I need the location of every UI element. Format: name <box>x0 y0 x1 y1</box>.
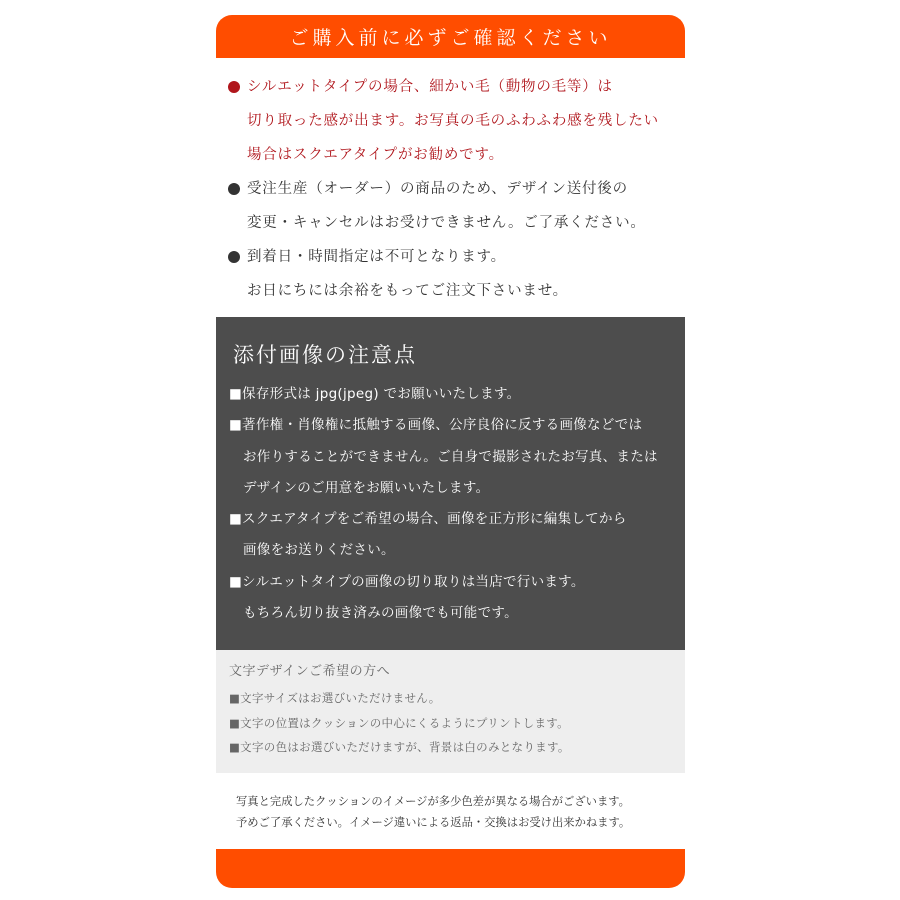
notice-line: 到着日・時間指定は不可となります。 <box>247 249 506 265</box>
attachment-line: ■シルエットタイプの画像の切り取りは当店で行います。 <box>229 573 585 590</box>
header-banner <box>216 15 685 58</box>
footer-banner <box>216 849 685 888</box>
attachment-line: ■著作権・肖像権に抵触する画像、公序良俗に反する画像などでは <box>229 417 643 434</box>
notice-line: シルエットタイプの場合、細かい毛（動物の毛等）は <box>247 79 613 95</box>
bullet-dot-icon <box>228 183 240 195</box>
footnote <box>236 791 685 833</box>
attachment-line: ■保存形式は jpg(jpeg) でお願いいたします。 <box>229 386 521 402</box>
attachment-line: デザインのご用意をお願いいたします。 <box>243 479 490 496</box>
bullet-dot-icon <box>228 251 240 263</box>
footnote-line: 写真と完成したクッションのイメージが多少色差が異なる場合がございます。 <box>236 795 630 808</box>
text-design-item: ■文字サイズはお選びいただけません。 <box>229 691 441 705</box>
attachment-line: お作りすることができません。ご自身で撮影されたお写真、または <box>243 448 658 465</box>
text-design-item: ■文字の色はお選びいただけますが、背景は白のみとなります。 <box>229 740 570 754</box>
attachment-line: もちろん切り抜き済みの画像でも可能です。 <box>243 605 518 622</box>
attachment-title: 添付画像の注意点 <box>233 343 417 367</box>
attachment-line: 画像をお送りください。 <box>243 542 395 559</box>
attachment-list <box>229 379 679 629</box>
footnote-line: 予めご了承ください。イメージ違いによる返品・交換はお受け出来かねます。 <box>236 816 631 829</box>
attachment-item-square <box>229 504 679 567</box>
text-design-panel <box>216 650 685 773</box>
notice-item-delivery-date <box>225 242 685 310</box>
notice-item-cut-feel <box>225 72 685 174</box>
text-design-list <box>229 686 570 760</box>
attachment-line: ■スクエアタイプをご希望の場合、画像を正方形に編集してから <box>229 511 627 528</box>
notice-line: 変更・キャンセルはお受けできません。ご了承ください。 <box>247 215 646 231</box>
notice-line: 切り取った感が出ます。お写真の毛のふわふわ感を残したい <box>247 113 659 129</box>
header-title: ご購入前に必ずご確認ください <box>289 27 612 49</box>
text-design-item: ■文字の位置はクッションの中心にくるようにプリントします。 <box>229 715 569 730</box>
notice-list <box>225 72 685 310</box>
notice-line: 場合はスクエアタイプがお勧めです。 <box>247 147 504 163</box>
bullet-dot-icon <box>228 81 240 93</box>
text-design-title: 文字デザインご希望の方へ <box>229 664 391 679</box>
notice-item-made-to-order <box>225 174 685 242</box>
notice-line: お日にちには余裕をもってご注文下さいませ。 <box>247 283 568 299</box>
attachment-item-copyright <box>229 410 679 504</box>
notice-line: 受注生産（オーダー）の商品のため、デザイン送付後の <box>247 181 628 197</box>
attachment-item-silhouette <box>229 567 679 630</box>
attachment-item-format <box>229 379 679 410</box>
attachment-notes-panel <box>216 317 685 650</box>
